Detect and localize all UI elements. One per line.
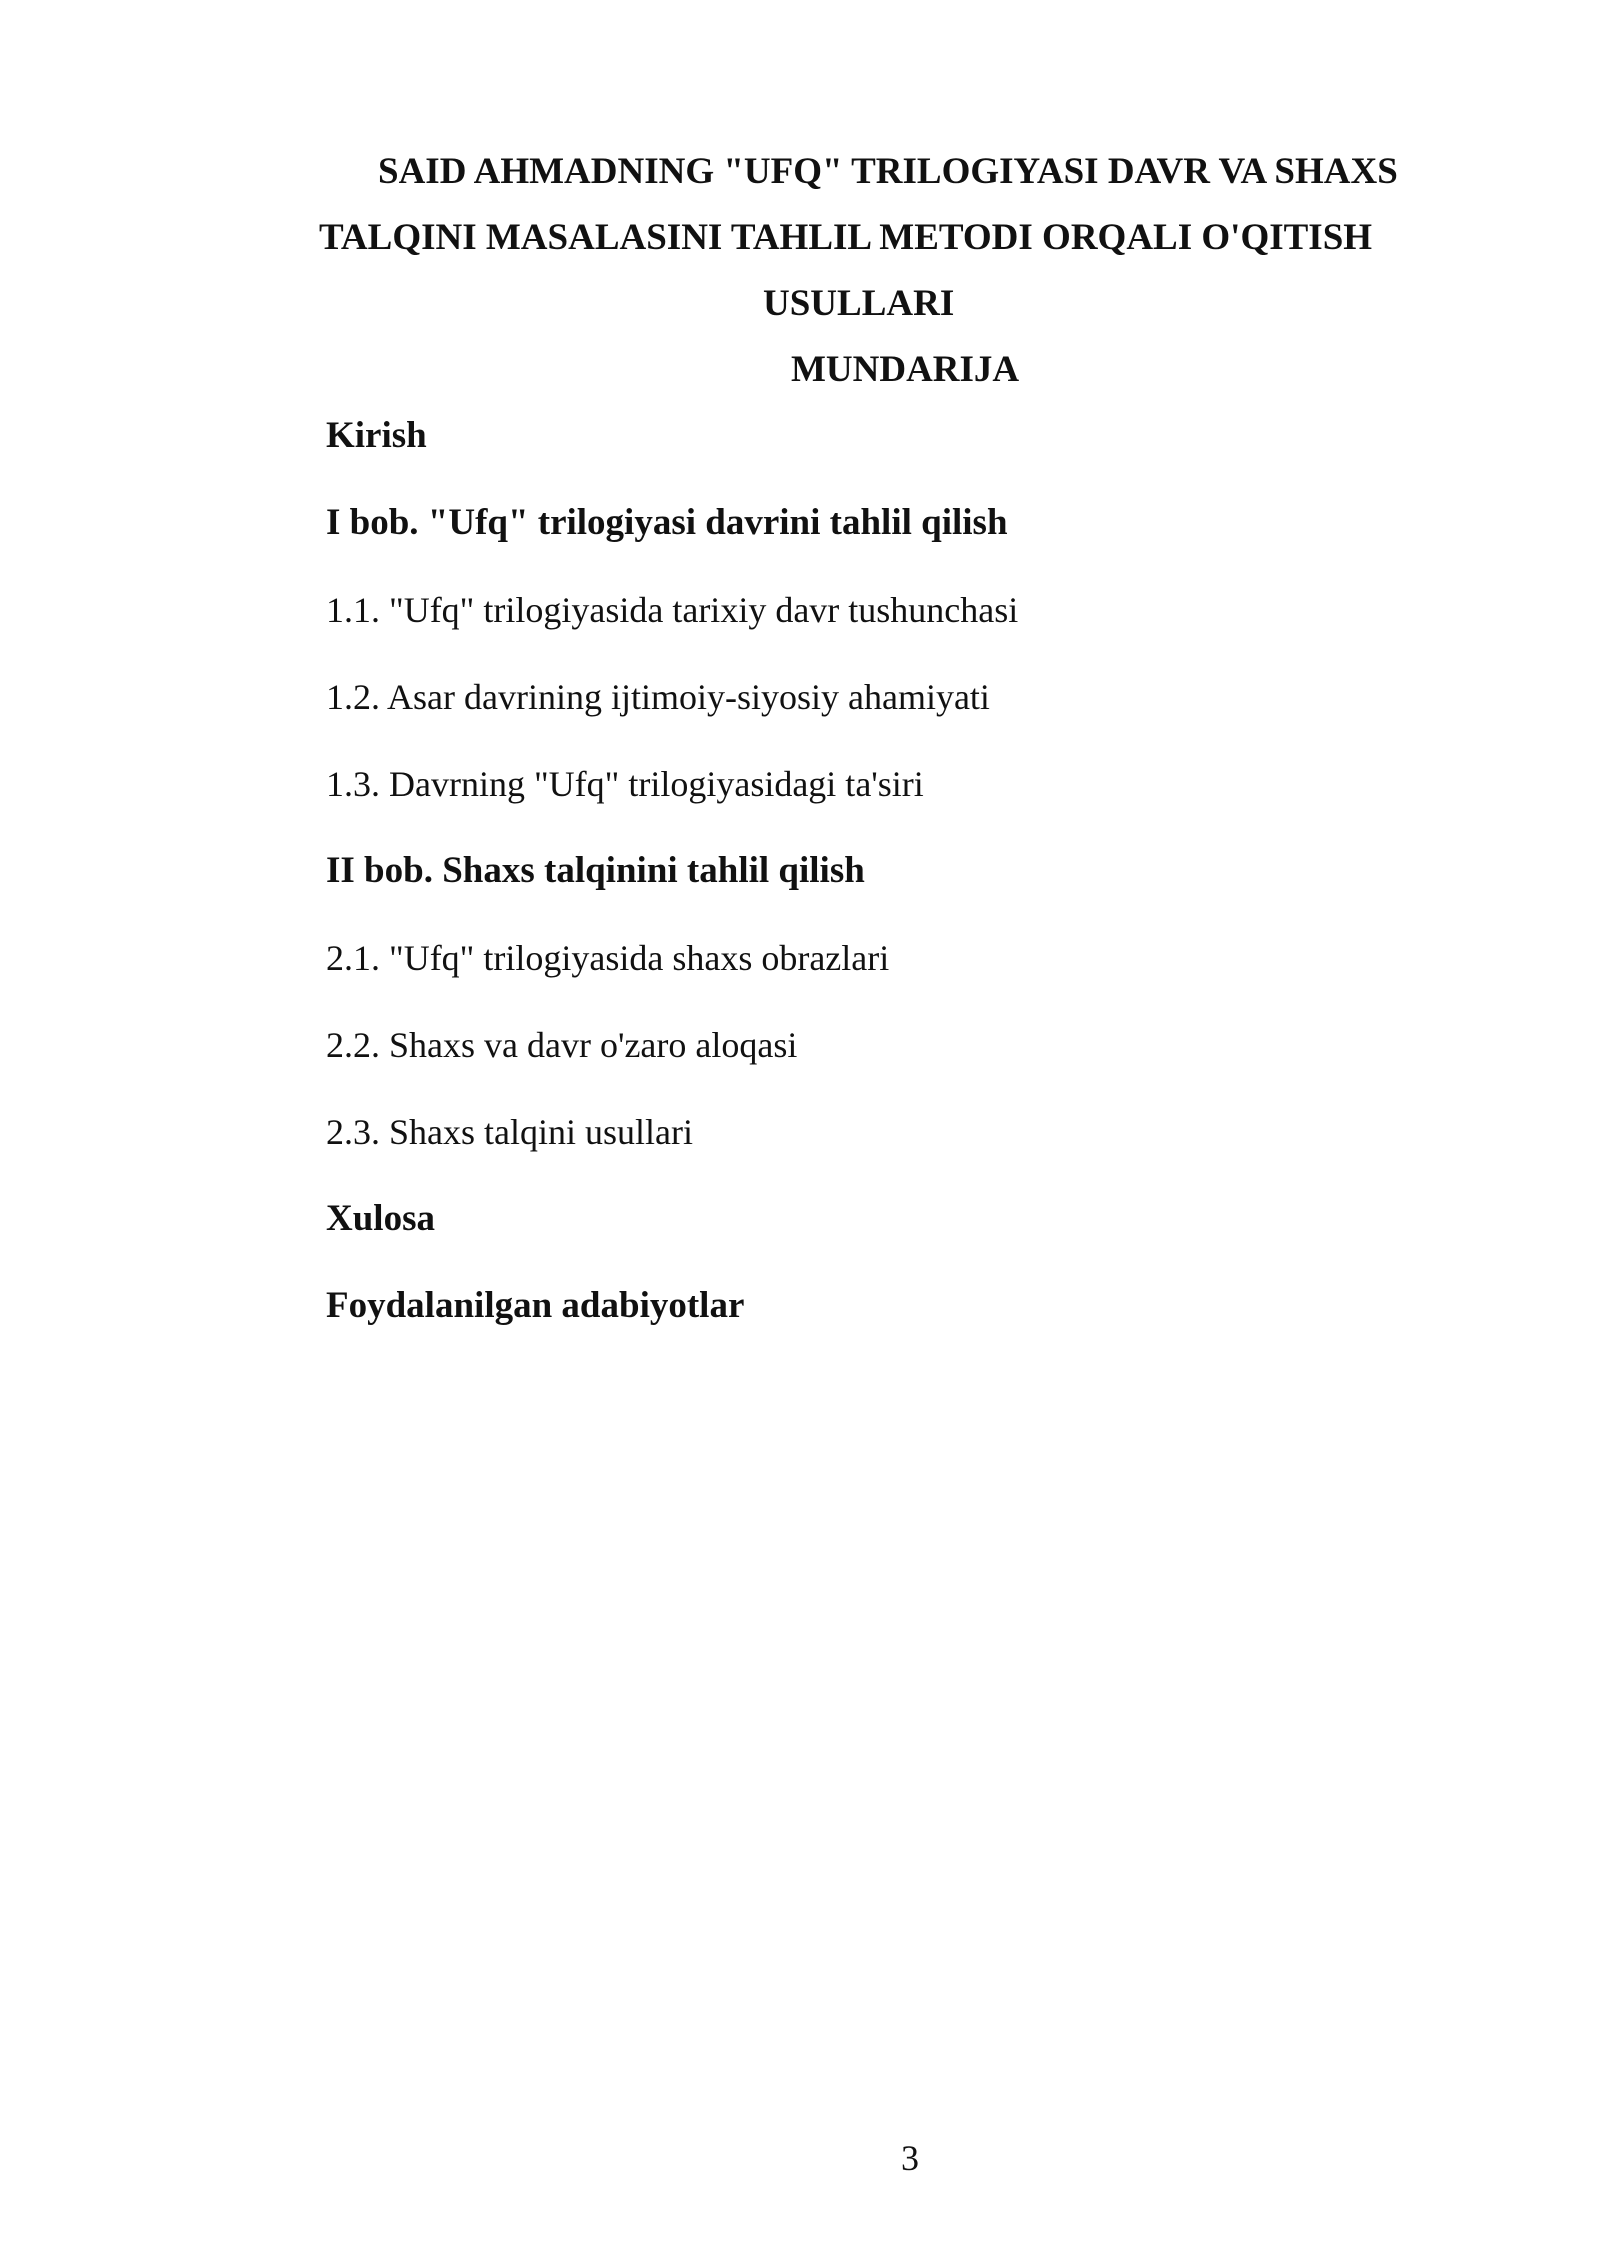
toc-entry-1-3: 1.3. Davrning "Ufq" trilogiyasidagi ta'siri [326,764,924,804]
document-title-line-3: USULLARI [763,283,955,324]
toc-entry-chapter-2: II bob. Shaxs talqinini tahlil qilish [326,850,865,891]
toc-entry-2-3: 2.3. Shaxs talqini usullari [326,1112,693,1152]
toc-entry-xulosa: Xulosa [326,1198,435,1239]
contents-heading: MUNDARIJA [791,349,1020,390]
toc-entry-2-2: 2.2. Shaxs va davr o'zaro aloqasi [326,1025,798,1065]
toc-entry-kirish: Kirish [326,415,427,456]
toc-entry-chapter-1: I bob. "Ufq" trilogiyasi davrini tahlil qilish [326,502,1008,543]
document-title-line-1: SAID AHMADNING "UFQ" TRILOGIYASI DAVR VA SHAXS [378,151,1398,192]
toc-entry-1-1: 1.1. "Ufq" trilogiyasida tarixiy davr tushunchasi [326,590,1019,630]
document-title-line-2: TALQINI MASALASINI TAHLIL METODI ORQALI O'QITISH [319,217,1373,258]
table-of-contents [326,414,1018,1371]
toc-entry-references: Foydalanilgan adabiyotlar [326,1285,745,1326]
page-number: 3 [901,2138,919,2178]
toc-entry-2-1: 2.1. "Ufq" trilogiyasida shaxs obrazlari [326,938,890,978]
toc-entry-1-2: 1.2. Asar davrining ijtimoiy-siyosiy ahamiyati [326,677,990,717]
